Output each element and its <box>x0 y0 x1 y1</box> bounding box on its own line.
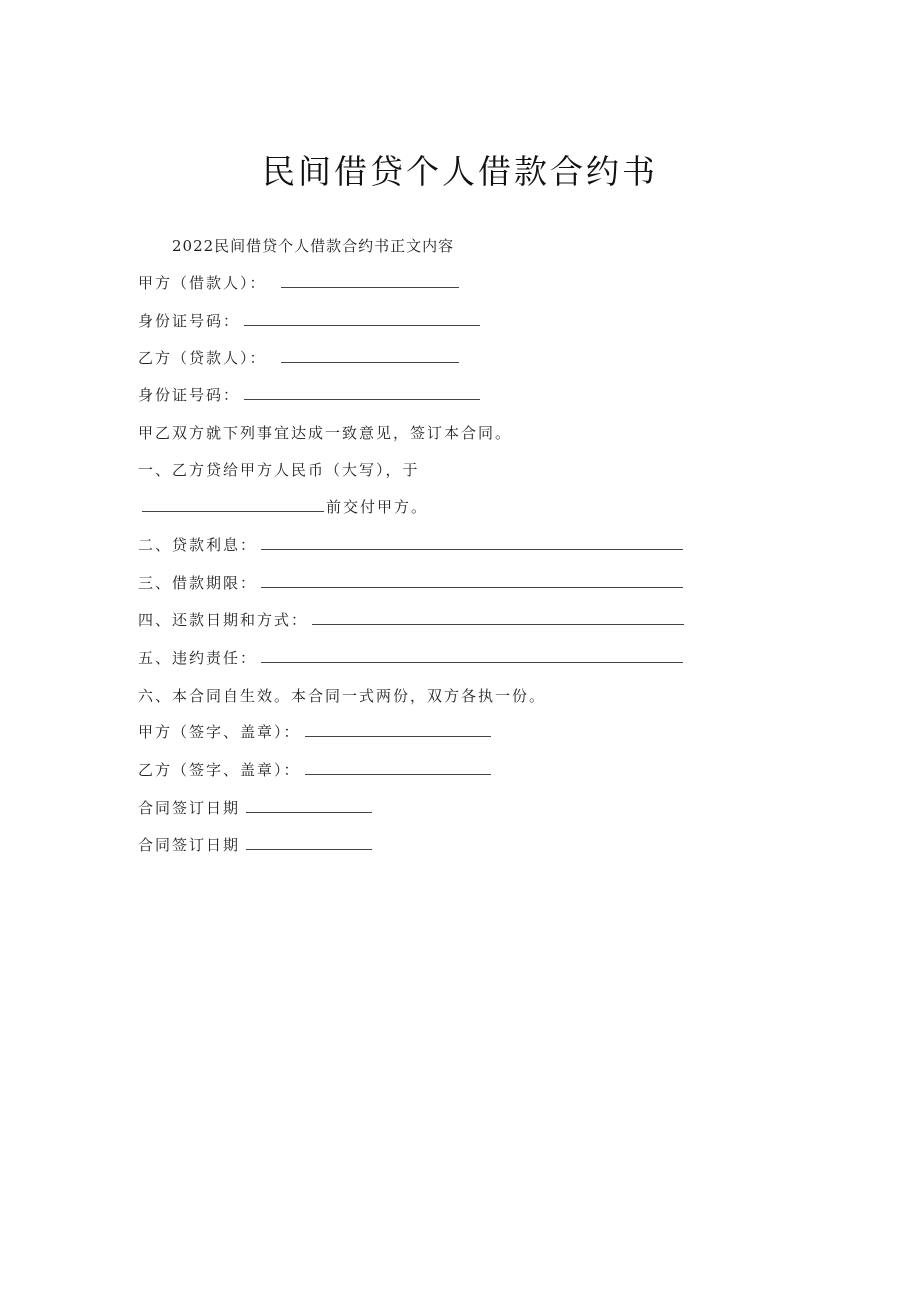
clause-5-label: 五、违约责任： <box>138 649 258 667</box>
clause-5-line <box>138 648 683 668</box>
clause-2-blank <box>261 535 683 550</box>
clause-5-blank <box>261 648 683 663</box>
party-b-signature-label: 乙方（签字、盖章）： <box>138 761 301 779</box>
document-title: 民间借贷个人借款合约书 <box>262 152 658 191</box>
clause-3-label: 三、借款期限： <box>138 574 258 592</box>
agreement-text: 甲乙双方就下列事宜达成一致意见，签订本合同。 <box>138 424 513 442</box>
borrower-line <box>138 273 459 293</box>
clause-1-text: 一、乙方贷给甲方人民币（大写），于 <box>138 461 420 479</box>
borrower-id-blank <box>244 311 480 326</box>
borrower-label: 甲方（借款人）： <box>138 274 267 292</box>
party-b-signature-blank <box>305 760 491 775</box>
lender-line <box>138 348 459 368</box>
clause-6-line <box>138 686 546 706</box>
sign-date-line-1 <box>138 798 372 818</box>
clause-4-label: 四、还款日期和方式： <box>138 611 309 629</box>
clause-3-blank <box>261 573 683 588</box>
sign-date-line-2 <box>138 835 372 855</box>
lender-blank <box>281 348 459 363</box>
party-a-signature-line <box>138 722 491 742</box>
clause-2-label: 二、贷款利息： <box>138 536 258 554</box>
sign-date-label-2: 合同签订日期 <box>138 836 241 854</box>
lender-id-line <box>138 385 480 405</box>
clause-1-continued-text: 前交付甲方。 <box>326 498 429 516</box>
lender-id-blank <box>244 385 480 400</box>
sign-date-blank-1 <box>246 798 372 813</box>
party-a-signature-blank <box>305 722 491 737</box>
party-b-signature-line <box>138 760 491 780</box>
clause-4-line <box>138 610 684 630</box>
party-a-signature-label: 甲方（签字、盖章）： <box>138 723 301 741</box>
lender-label: 乙方（贷款人）： <box>138 349 267 367</box>
borrower-blank <box>281 273 459 288</box>
document-subtitle: 2022民间借贷个人借款合约书正文内容 <box>172 237 455 255</box>
sign-date-blank-2 <box>246 835 372 850</box>
agreement-line <box>138 423 512 443</box>
clause-6-text: 六、本合同自生效。本合同一式两份，双方各执一份。 <box>138 687 547 705</box>
sign-date-label-1: 合同签订日期 <box>138 799 241 817</box>
delivery-date-blank <box>142 497 324 512</box>
clause-1-continued-line <box>142 497 428 517</box>
clause-1-line <box>138 460 420 480</box>
borrower-id-label: 身份证号码： <box>138 312 241 330</box>
clause-4-blank <box>312 610 684 625</box>
clause-3-line <box>138 573 683 593</box>
borrower-id-line <box>138 311 480 331</box>
clause-2-line <box>138 535 683 555</box>
lender-id-label: 身份证号码： <box>138 386 241 404</box>
